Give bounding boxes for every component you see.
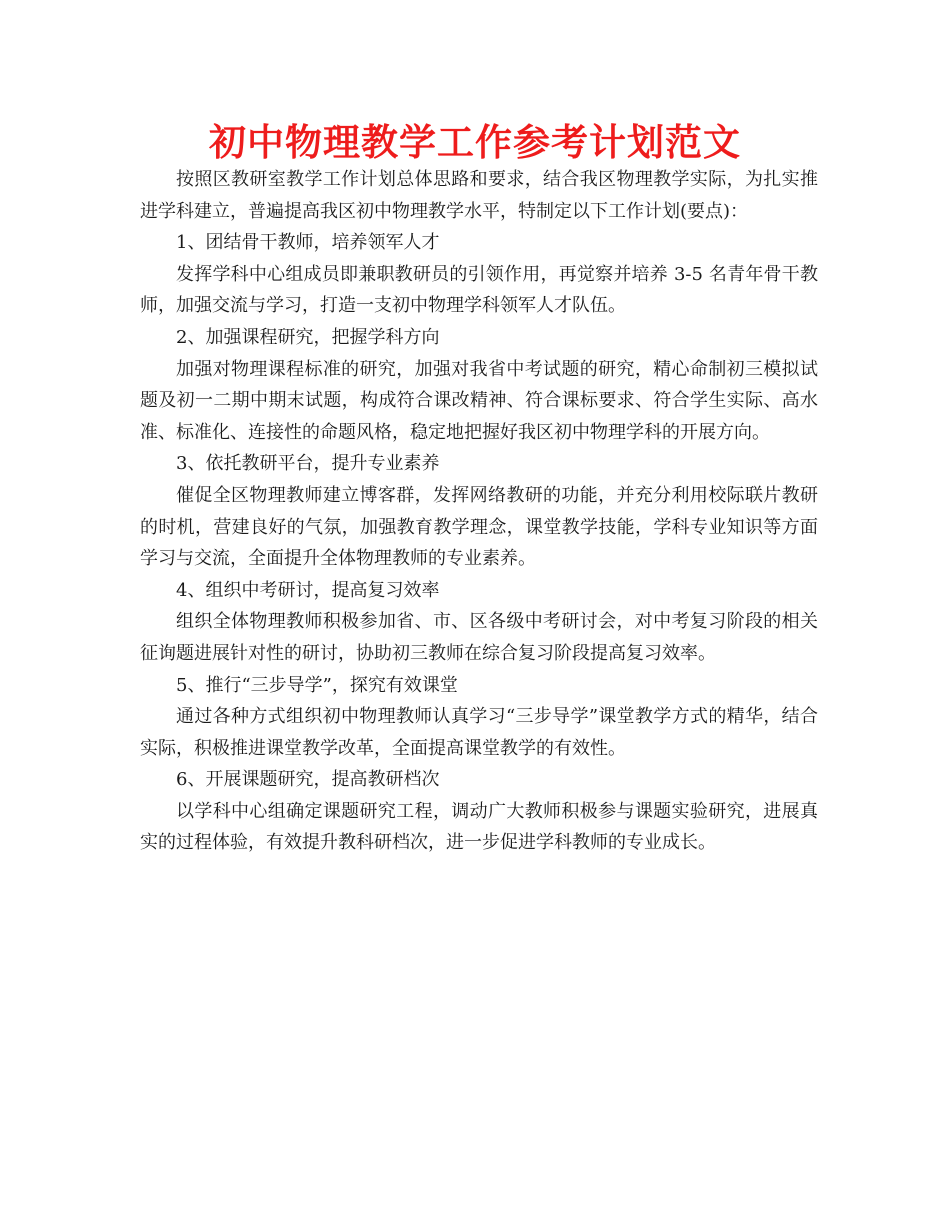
section-heading-3: 3、依托教研平台，提升专业素养 xyxy=(176,453,440,475)
intro-paragraph: 按照区教研室教学工作计划总体思路和要求，结合我区物理教学实际，为扎实推进学科建立，普遍提高我区初中物理教学水平，特制定以下工作计划(要点)： xyxy=(140,169,818,222)
section-paragraph-4: 组织全体物理教师积极参加省、市、区各级中考研讨会，对中考复习阶段的相关征询题进展针对性的研讨，协助初三教师在综合复习阶段提高复习效率。 xyxy=(140,611,818,664)
section-paragraph-6: 以学科中心组确定课题研究工程，调动广大教师积极参与课题实验研究，进展真实的过程体验，有效提升教科研档次，进一步促进学科教师的专业成长。 xyxy=(140,800,818,854)
section-paragraph-5: 通过各种方式组织初中物理教师认真学习“三步导学”课堂教学方式的精华，结合实际，积极推进课堂教学改革，全面提高课堂教学的有效性。 xyxy=(140,706,818,759)
document-title: 初中物理教学工作参考计划范文 xyxy=(209,121,741,164)
section-heading-5: 5、推行“三步导学”，探究有效课堂 xyxy=(176,674,458,696)
section-paragraph-3: 催促全区物理教师建立博客群，发挥网络教研的功能，并充分利用校际联片教研的时机，营建良好的气氛，加强教育教学理念，课堂教学技能，学科专业知识等方面学习与交流，全面提升全体物理教师的专业素养。 xyxy=(140,484,818,570)
section-heading-2: 2、加强课程研究，把握学科方向 xyxy=(176,326,440,348)
section-heading-6: 6、开展课题研究，提高教研档次 xyxy=(176,769,440,791)
section-heading-1: 1、团结骨干教师，培养领军人才 xyxy=(176,232,440,254)
section-heading-4: 4、组织中考研讨，提高复习效率 xyxy=(176,579,440,601)
document-body xyxy=(140,164,818,859)
section-paragraph-2: 加强对物理课程标准的研究，加强对我省中考试题的研究，精心命制初三模拟试题及初一二期中期末试题，构成符合课改精神、符合课标要求、符合学生实际、高水准、标准化、连接性的命题风格，稳定地把握好我区初中物理学科的开展方向。 xyxy=(140,358,818,443)
section-paragraph-1: 发挥学科中心组成员即兼职教研员的引领作用，再觉察并培养 3-5 名青年骨干教师，加强交流与学习，打造一支初中物理学科领军人才队伍。 xyxy=(140,263,818,317)
